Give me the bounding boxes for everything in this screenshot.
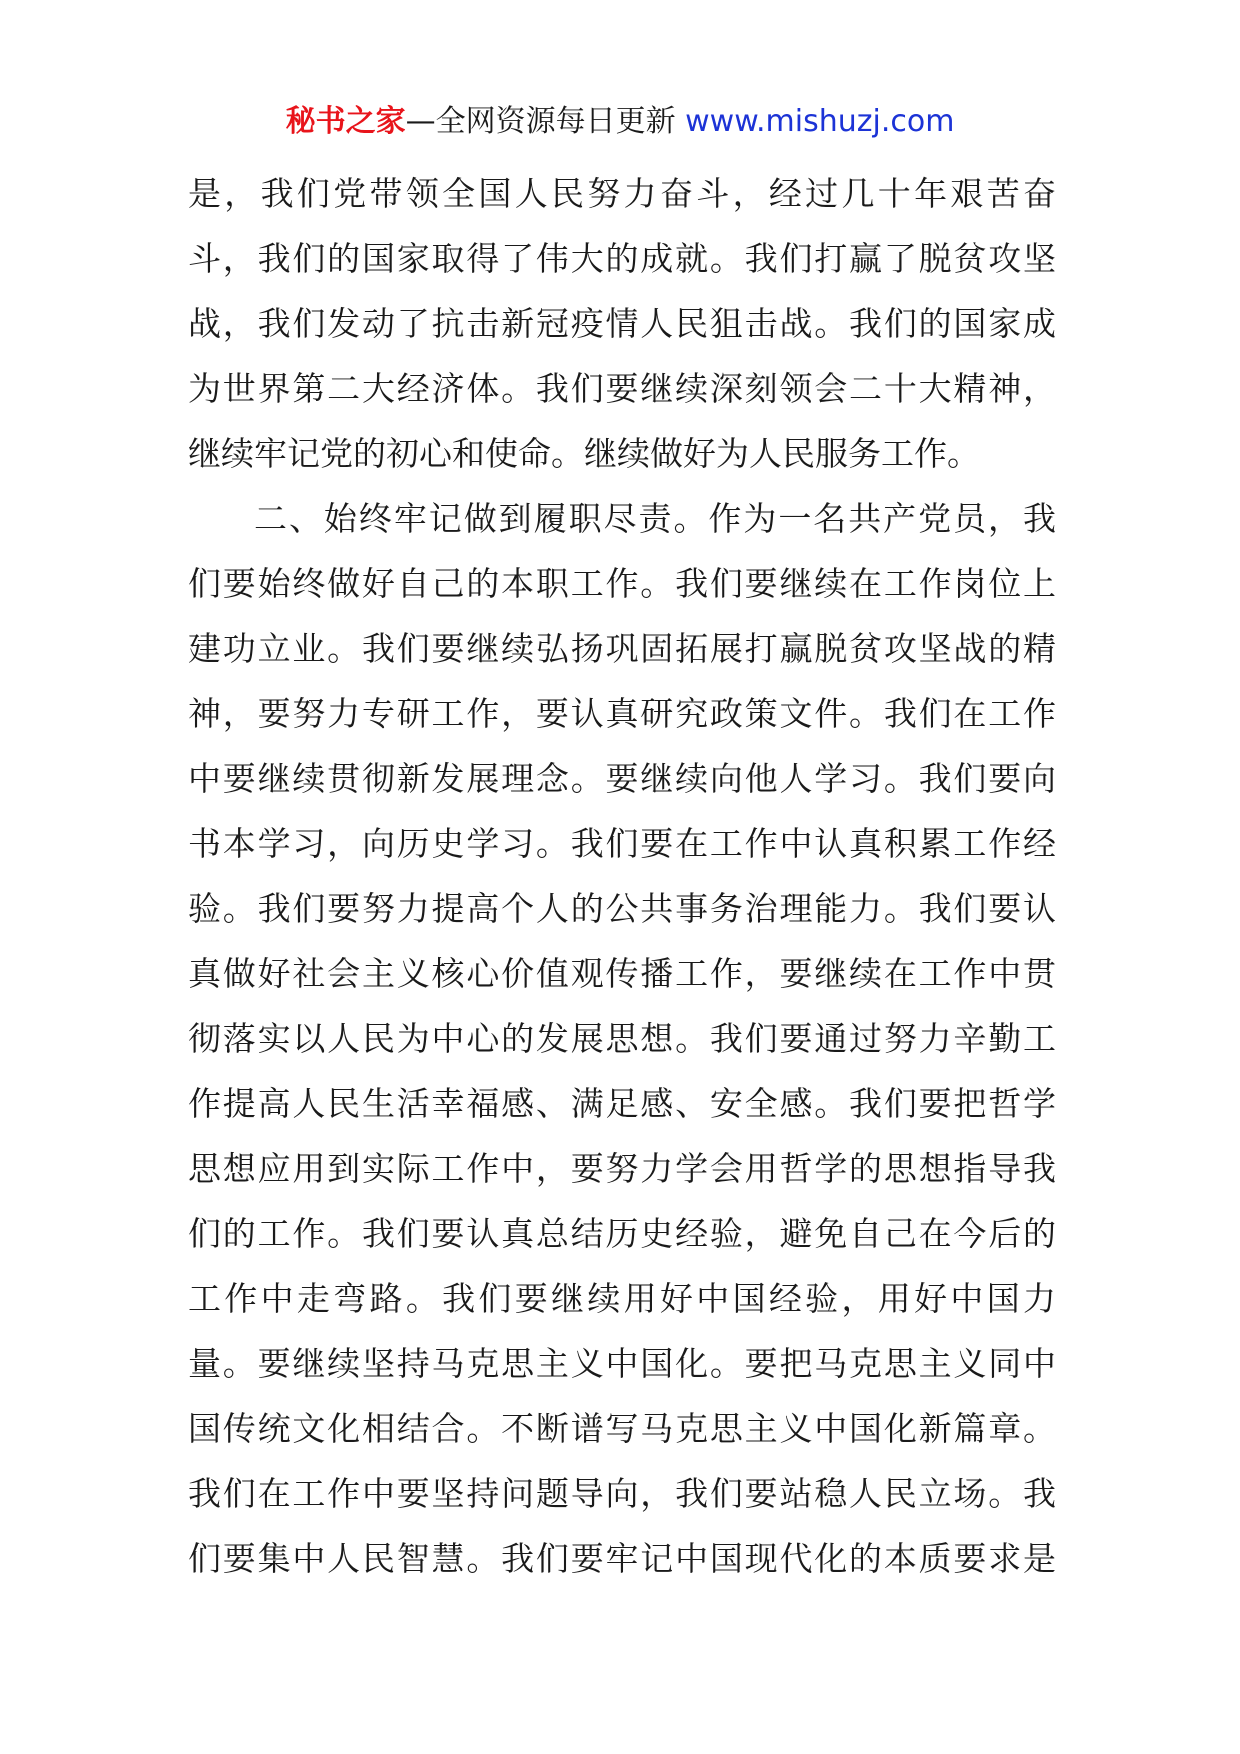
text-line: 思想应用到实际工作中，要努力学会用哲学的思想指导我	[188, 1149, 1056, 1188]
document-body	[188, 161, 1056, 1591]
text-line: 们要始终做好自己的本职工作。我们要继续在工作岗位上	[188, 564, 1056, 603]
text-line: 是，我们党带领全国人民努力奋斗，经过几十年艰苦奋	[188, 174, 1056, 213]
text-line: 为世界第二大经济体。我们要继续深刻领会二十大精神，	[188, 369, 1056, 408]
text-line: 斗，我们的国家取得了伟大的成就。我们打赢了脱贫攻坚	[188, 239, 1056, 278]
text-line: 量。要继续坚持马克思主义中国化。要把马克思主义同中	[188, 1344, 1056, 1383]
text-line: 建功立业。我们要继续弘扬巩固拓展打赢脱贫攻坚战的精	[188, 629, 1056, 668]
text-line: 们要集中人民智慧。我们要牢记中国现代化的本质要求是	[188, 1539, 1056, 1578]
text-line: 继续牢记党的初心和使命。继续做好为人民服务工作。	[188, 434, 980, 473]
text-line: 战，我们发动了抗击新冠疫情人民狙击战。我们的国家成	[188, 304, 1056, 343]
text-line: 彻落实以人民为中心的发展思想。我们要通过努力辛勤工	[188, 1019, 1056, 1058]
text-line: 我们在工作中要坚持问题导向，我们要站稳人民立场。我	[188, 1474, 1056, 1513]
text-line: 验。我们要努力提高个人的公共事务治理能力。我们要认	[188, 889, 1056, 928]
text-line: 国传统文化相结合。不断谱写马克思主义中国化新篇章。	[188, 1409, 1056, 1448]
text-line: 真做好社会主义核心价值观传播工作，要继续在工作中贯	[188, 954, 1056, 993]
text-line: 作提高人民生活幸福感、满足感、安全感。我们要把哲学	[188, 1084, 1056, 1123]
brand-name: 秘书之家	[285, 104, 406, 139]
site-url-link[interactable]: www.mishuzj.com	[685, 104, 955, 139]
page-header	[0, 100, 1240, 144]
header-tagline: —全网资源每日更新	[405, 104, 686, 139]
text-line: 中要继续贯彻新发展理念。要继续向他人学习。我们要向	[188, 759, 1056, 798]
text-line: 们的工作。我们要认真总结历史经验，避免自己在今后的	[188, 1214, 1056, 1253]
section-two-first-line: 二、始终牢记做到履职尽责。作为一名共产党员，我	[254, 499, 1056, 538]
text-line: 神，要努力专研工作，要认真研究政策文件。我们在工作	[188, 694, 1056, 733]
text-line: 工作中走弯路。我们要继续用好中国经验，用好中国力	[188, 1279, 1056, 1318]
text-line: 书本学习，向历史学习。我们要在工作中认真积累工作经	[188, 824, 1056, 863]
